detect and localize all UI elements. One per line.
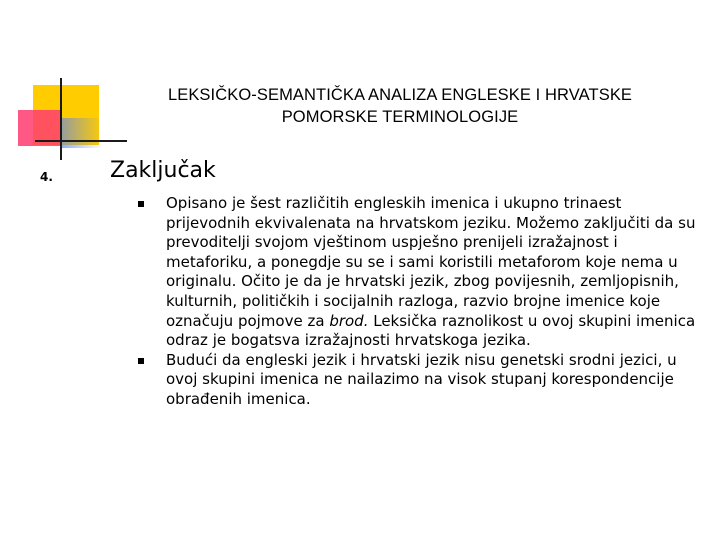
section-number: 4.: [40, 170, 53, 184]
bullet-item-2: [166, 351, 706, 410]
bullet-text-2: Budući da engleski jezik i hrvatski jezik nisu genetski srodni jezici, u ovoj skupini imenica ne nailazimo na visok stupanj korespondencije obrađenih imenica.: [166, 350, 677, 408]
slide-title-line-1: LEKSIČKO-SEMANTIČKA ANALIZA ENGLESKE I HRVATSKE: [167, 86, 633, 104]
bullet-text-1-emphasis: brod.: [329, 311, 369, 330]
bullet-text-1-before: Opisano je šest različitih engleskih imenica i ukupno trinaest prijevodnih ekvivalenata na hrvatskom jeziku. Možemo zaključiti da su prevoditelji svojom vještinom uspješno prenijeli izražajnost i metaforiku, a ponegdje su se i sami koristili metaforom koje nema u originalu. Očito je da je hrvatski jezik, zbog povijesnih, zemljopisnih, kulturnih, političkih i socijalnih razloga, razvio brojne imenice koje označuju pojmove za: [166, 194, 696, 330]
bullet-item-1: [166, 194, 706, 351]
square-bullet-icon: [138, 358, 144, 364]
slide-title: [100, 84, 700, 128]
bullet-list: [166, 194, 706, 410]
bullet-text-1-after: Leksička raznolikost u ovoj skupini imenica odraz je bogatsva izražajnosti hrvatskoga jezika.: [166, 311, 696, 350]
deco-horizontal-line: [35, 140, 127, 142]
deco-vertical-line: [60, 78, 62, 160]
section-title: Zaključak: [110, 158, 216, 183]
slide-title-line-2: POMORSKE TERMINOLOGIJE: [281, 108, 519, 126]
bullet-text-1: [166, 194, 706, 351]
square-bullet-icon: [138, 201, 144, 207]
deco-blue-gradient: [60, 118, 100, 148]
